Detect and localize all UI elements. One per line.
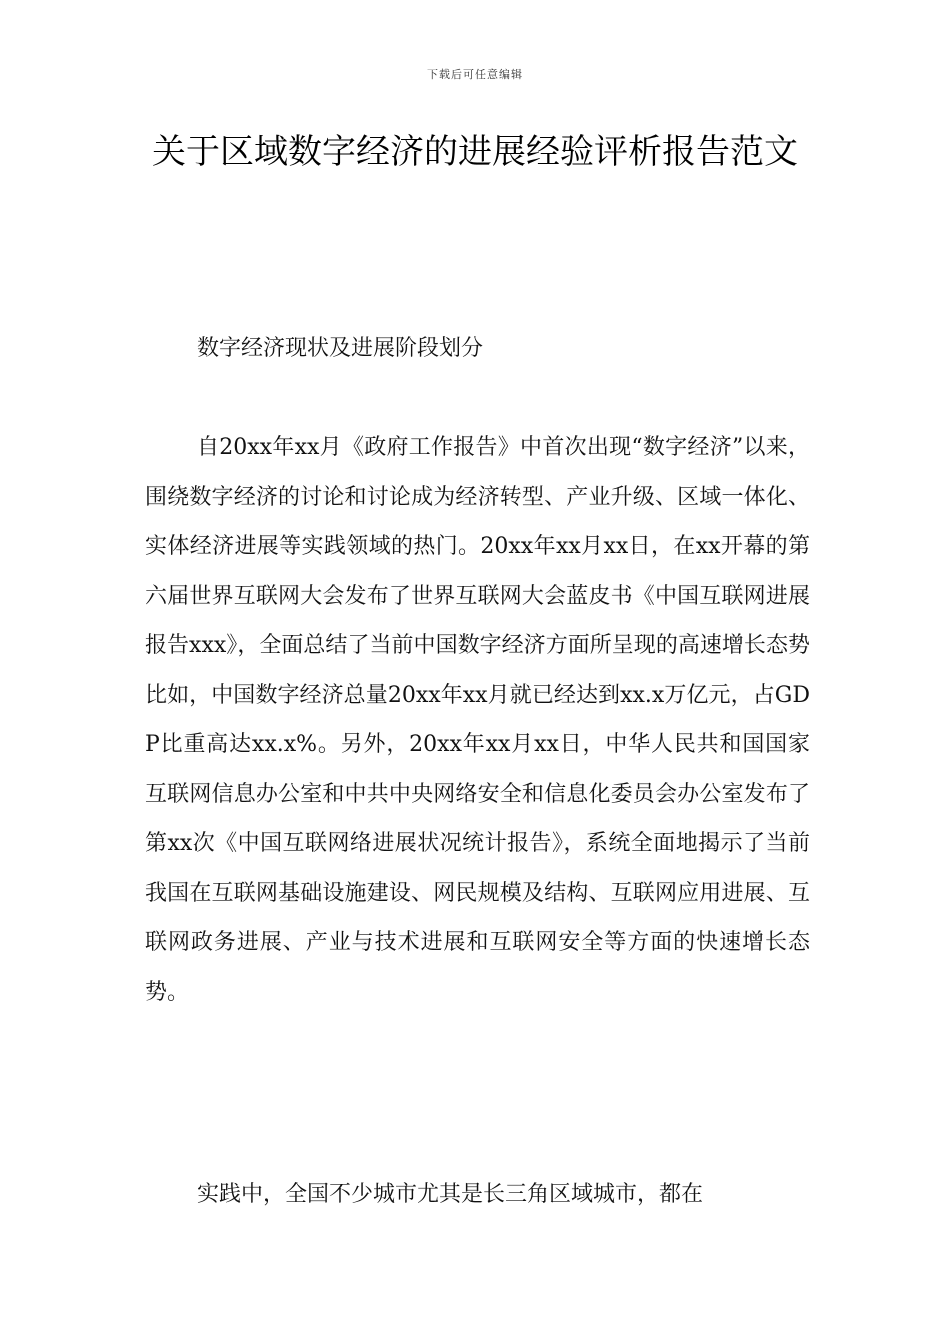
body-paragraph-1: 自20xx年xx月《政府工作报告》中首次出现“数字经济”以来，围绕数字经济的讨论和讨论成为经济转型、产业升级、区域一体化、实体经济进展等实践领域的热门。20xx年xx月xx日，在xx开幕的第六届世界互联网大会发布了世界互联网大会蓝皮书《中国互联网进展报告xxx》，全面总结了当前中国数字经济方面所呈现的高速增长态势比如，中国数字经济总量20xx年xx月就已经达到xx.x万亿元，占GDP比重高达xx.x%。另外，20xx年xx月xx日，中华人民共和国国家互联网信息办公室和中共中央网络安全和信息化委员会办公室发布了第xx次《中国互联网络进展状况统计报告》，系统全面地揭示了当前我国在互联网基础设施建设、网民规模及结构、互联网应用进展、互联网政务进展、产业与技术进展和互联网安全等方面的快速增长态势。 bbox=[145, 435, 810, 1005]
document-title: 关于区域数字经济的进展经验评析报告范文 bbox=[152, 132, 798, 172]
section-heading: 数字经济现状及进展阶段划分 bbox=[197, 336, 484, 361]
header-note: 下载后可任意编辑 bbox=[427, 68, 523, 81]
body-paragraph-2: 实践中，全国不少城市尤其是长三角区域城市，都在 bbox=[197, 1182, 704, 1207]
